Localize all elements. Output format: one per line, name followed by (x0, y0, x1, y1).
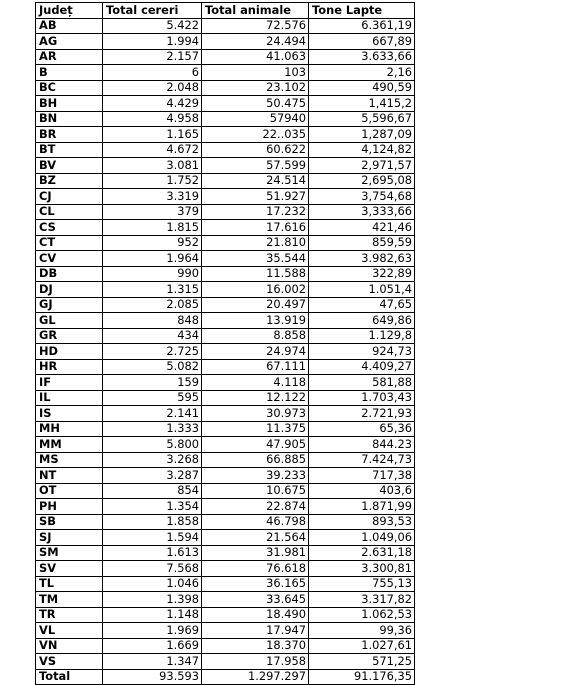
cell-total-animale: 24.494 (202, 34, 309, 50)
cell-tone-lapte: 322,89 (309, 266, 415, 282)
table-row (36, 173, 415, 189)
cell-tone-lapte: 1.049,06 (309, 530, 415, 546)
table-row (36, 266, 415, 282)
cell-total-animale: 13.919 (202, 313, 309, 329)
cell-tone-lapte: 2,971,57 (309, 158, 415, 174)
cell-total-animale: 1.297.297 (202, 669, 309, 685)
cell-total-animale: 21.564 (202, 530, 309, 546)
cell-total-cereri: 1.964 (103, 251, 202, 267)
cell-total-cereri: 6 (103, 65, 202, 81)
cell-tone-lapte: 1,415,2 (309, 96, 415, 112)
table-row (36, 375, 415, 391)
table-row (36, 638, 415, 654)
cell-total-cereri: 1.333 (103, 421, 202, 437)
cell-tone-lapte: 859,59 (309, 235, 415, 251)
table-row (36, 390, 415, 406)
cell-total-cereri: 2.085 (103, 297, 202, 313)
cell-judet: MH (36, 421, 103, 437)
cell-total-cereri: 1.669 (103, 638, 202, 654)
cell-tone-lapte: 1.703,43 (309, 390, 415, 406)
cell-total-animale: 33.645 (202, 592, 309, 608)
cell-judet: AB (36, 18, 103, 34)
cell-tone-lapte: 1.871,99 (309, 499, 415, 515)
cell-judet: BN (36, 111, 103, 127)
cell-judet: IS (36, 406, 103, 422)
cell-judet: CJ (36, 189, 103, 205)
cell-tone-lapte: 91.176,35 (309, 669, 415, 685)
table-row (36, 607, 415, 623)
cell-judet: NT (36, 468, 103, 484)
cell-total-animale: 18.490 (202, 607, 309, 623)
table-row (36, 96, 415, 112)
cell-judet: DB (36, 266, 103, 282)
cell-judet: OT (36, 483, 103, 499)
cell-total-animale: 72.576 (202, 18, 309, 34)
cell-tone-lapte: 5,596,67 (309, 111, 415, 127)
cell-tone-lapte: 581,88 (309, 375, 415, 391)
table-row (36, 158, 415, 174)
cell-judet: BC (36, 80, 103, 96)
cell-total-animale: 11.375 (202, 421, 309, 437)
table-row (36, 344, 415, 360)
table-row (36, 127, 415, 143)
cell-tone-lapte: 65,36 (309, 421, 415, 437)
cell-total-cereri: 1.148 (103, 607, 202, 623)
table-row (36, 359, 415, 375)
cell-total-animale: 23.102 (202, 80, 309, 96)
cell-total-animale: 17.958 (202, 654, 309, 670)
cell-total-animale: 17.232 (202, 204, 309, 220)
cell-total-animale: 16.002 (202, 282, 309, 298)
cell-tone-lapte: 4.409,27 (309, 359, 415, 375)
cell-total-animale: 50.475 (202, 96, 309, 112)
cell-total-animale: 103 (202, 65, 309, 81)
cell-tone-lapte: 1.027,61 (309, 638, 415, 654)
cell-judet: BT (36, 142, 103, 158)
cell-total-animale: 39.233 (202, 468, 309, 484)
cell-tone-lapte: 3.300,81 (309, 561, 415, 577)
cell-judet: BH (36, 96, 103, 112)
cell-total-animale: 76.618 (202, 561, 309, 577)
cell-judet: TR (36, 607, 103, 623)
cell-total-animale: 8.858 (202, 328, 309, 344)
cell-tone-lapte: 1,287,09 (309, 127, 415, 143)
cell-tone-lapte: 2,695,08 (309, 173, 415, 189)
cell-total-cereri: 1.815 (103, 220, 202, 236)
cell-total-cereri: 1.752 (103, 173, 202, 189)
cell-tone-lapte: 1.129,8 (309, 328, 415, 344)
table-row (36, 654, 415, 670)
cell-judet: MM (36, 437, 103, 453)
cell-total-cereri: 3.287 (103, 468, 202, 484)
cell-judet: SJ (36, 530, 103, 546)
total-row (36, 669, 415, 685)
cell-total-cereri: 379 (103, 204, 202, 220)
cell-total-cereri: 1.165 (103, 127, 202, 143)
table-row (36, 204, 415, 220)
cell-total-animale: 47.905 (202, 437, 309, 453)
cell-total-animale: 24.514 (202, 173, 309, 189)
table-row (36, 545, 415, 561)
cell-total-cereri: 1.594 (103, 530, 202, 546)
cell-tone-lapte: 4,124,82 (309, 142, 415, 158)
cell-total-cereri: 3.268 (103, 452, 202, 468)
table-row (36, 313, 415, 329)
cell-tone-lapte: 3.633,66 (309, 49, 415, 65)
cell-judet: BZ (36, 173, 103, 189)
table-row (36, 297, 415, 313)
cell-judet: B (36, 65, 103, 81)
cell-total-animale: 57.599 (202, 158, 309, 174)
cell-total-cereri: 1.613 (103, 545, 202, 561)
cell-total-cereri: 7.568 (103, 561, 202, 577)
table-row (36, 468, 415, 484)
cell-judet: AR (36, 49, 103, 65)
cell-total-cereri: 1.315 (103, 282, 202, 298)
cell-total-cereri: 2.048 (103, 80, 202, 96)
table-row (36, 49, 415, 65)
cell-judet: CS (36, 220, 103, 236)
table-row (36, 437, 415, 453)
cell-total-animale: 24.974 (202, 344, 309, 360)
cell-tone-lapte: 490,59 (309, 80, 415, 96)
table-row (36, 65, 415, 81)
cell-judet: BV (36, 158, 103, 174)
cell-total-cereri: 2.141 (103, 406, 202, 422)
cell-judet: TL (36, 576, 103, 592)
table-row (36, 34, 415, 50)
cell-total-animale: 11.588 (202, 266, 309, 282)
cell-total-cereri: 990 (103, 266, 202, 282)
cell-total-animale: 17.947 (202, 623, 309, 639)
cell-total-cereri: 854 (103, 483, 202, 499)
table-row (36, 235, 415, 251)
cell-judet: DJ (36, 282, 103, 298)
cell-total-animale: 4.118 (202, 375, 309, 391)
cell-tone-lapte: 2.631,18 (309, 545, 415, 561)
cell-total-animale: 22..035 (202, 127, 309, 143)
cell-tone-lapte: 1.051,4 (309, 282, 415, 298)
cell-judet: IF (36, 375, 103, 391)
cell-total-animale: 18.370 (202, 638, 309, 654)
cell-judet: TM (36, 592, 103, 608)
cell-total-cereri: 1.046 (103, 576, 202, 592)
cell-total-cereri: 1.354 (103, 499, 202, 515)
cell-judet: HD (36, 344, 103, 360)
cell-tone-lapte: 571,25 (309, 654, 415, 670)
cell-total-cereri: 3.081 (103, 158, 202, 174)
cell-judet: MS (36, 452, 103, 468)
cell-total-cereri: 1.858 (103, 514, 202, 530)
table-row (36, 483, 415, 499)
cell-total-animale: 12.122 (202, 390, 309, 406)
cell-judet: CT (36, 235, 103, 251)
header-judet: Județ (36, 3, 103, 19)
cell-judet: PH (36, 499, 103, 515)
cell-total-animale: 17.616 (202, 220, 309, 236)
cell-total-cereri: 1.969 (103, 623, 202, 639)
cell-tone-lapte: 667,89 (309, 34, 415, 50)
cell-tone-lapte: 3,754,68 (309, 189, 415, 205)
table-row (36, 452, 415, 468)
table-body (36, 18, 415, 685)
cell-judet: AG (36, 34, 103, 50)
cell-total-cereri: 952 (103, 235, 202, 251)
header-row (36, 3, 415, 19)
cell-judet: BR (36, 127, 103, 143)
cell-total-cereri: 2.725 (103, 344, 202, 360)
table-row (36, 421, 415, 437)
cell-total-animale: 10.675 (202, 483, 309, 499)
cell-total-cereri: 848 (103, 313, 202, 329)
data-table (35, 2, 415, 685)
cell-total-animale: 57940 (202, 111, 309, 127)
cell-judet: HR (36, 359, 103, 375)
table-row (36, 189, 415, 205)
table-row (36, 592, 415, 608)
cell-total-animale: 60.622 (202, 142, 309, 158)
table-row (36, 80, 415, 96)
table-row (36, 406, 415, 422)
table-row (36, 111, 415, 127)
cell-tone-lapte: 3.317,82 (309, 592, 415, 608)
table-row (36, 514, 415, 530)
cell-total-cereri: 595 (103, 390, 202, 406)
cell-judet: GL (36, 313, 103, 329)
cell-tone-lapte: 2,16 (309, 65, 415, 81)
cell-total-cereri: 4.958 (103, 111, 202, 127)
table-row (36, 576, 415, 592)
table-row (36, 251, 415, 267)
cell-total-animale: 67.111 (202, 359, 309, 375)
table-row (36, 530, 415, 546)
cell-total-cereri: 3.319 (103, 189, 202, 205)
cell-total-animale: 41.063 (202, 49, 309, 65)
cell-judet: CV (36, 251, 103, 267)
header-total-cereri: Total cereri (103, 3, 202, 19)
cell-total-animale: 46.798 (202, 514, 309, 530)
cell-judet: GJ (36, 297, 103, 313)
cell-tone-lapte: 421,46 (309, 220, 415, 236)
cell-total-cereri: 159 (103, 375, 202, 391)
cell-tone-lapte: 3.982,63 (309, 251, 415, 267)
cell-total-animale: 30.973 (202, 406, 309, 422)
cell-total-cereri: 2.157 (103, 49, 202, 65)
table-row (36, 623, 415, 639)
cell-total-animale: 51.927 (202, 189, 309, 205)
cell-tone-lapte: 755,13 (309, 576, 415, 592)
cell-judet: Total (36, 669, 103, 685)
cell-total-cereri: 4.672 (103, 142, 202, 158)
cell-total-cereri: 93.593 (103, 669, 202, 685)
table-row (36, 220, 415, 236)
cell-total-animale: 66.885 (202, 452, 309, 468)
cell-tone-lapte: 6.361,19 (309, 18, 415, 34)
header-tone-lapte: Tone Lapte (309, 3, 415, 19)
cell-tone-lapte: 403,6 (309, 483, 415, 499)
cell-total-cereri: 5.800 (103, 437, 202, 453)
cell-judet: SV (36, 561, 103, 577)
cell-judet: CL (36, 204, 103, 220)
cell-tone-lapte: 1.062,53 (309, 607, 415, 623)
cell-judet: IL (36, 390, 103, 406)
cell-total-cereri: 434 (103, 328, 202, 344)
cell-total-animale: 31.981 (202, 545, 309, 561)
cell-tone-lapte: 649,86 (309, 313, 415, 329)
cell-tone-lapte: 717,38 (309, 468, 415, 484)
table-row (36, 561, 415, 577)
cell-judet: GR (36, 328, 103, 344)
cell-tone-lapte: 893,53 (309, 514, 415, 530)
cell-tone-lapte: 844.23 (309, 437, 415, 453)
cell-total-animale: 36.165 (202, 576, 309, 592)
cell-tone-lapte: 47,65 (309, 297, 415, 313)
cell-tone-lapte: 7.424,73 (309, 452, 415, 468)
cell-judet: SB (36, 514, 103, 530)
cell-total-cereri: 1.347 (103, 654, 202, 670)
cell-judet: SM (36, 545, 103, 561)
cell-total-animale: 35.544 (202, 251, 309, 267)
cell-total-cereri: 1.994 (103, 34, 202, 50)
cell-total-animale: 21.810 (202, 235, 309, 251)
cell-tone-lapte: 3,333,66 (309, 204, 415, 220)
cell-tone-lapte: 99,36 (309, 623, 415, 639)
cell-total-animale: 20.497 (202, 297, 309, 313)
cell-total-cereri: 4.429 (103, 96, 202, 112)
table-row (36, 18, 415, 34)
header-total-animale: Total animale (202, 3, 309, 19)
cell-judet: VS (36, 654, 103, 670)
table-row (36, 142, 415, 158)
cell-tone-lapte: 924,73 (309, 344, 415, 360)
cell-judet: VL (36, 623, 103, 639)
cell-total-cereri: 5.082 (103, 359, 202, 375)
table-row (36, 282, 415, 298)
table-row (36, 328, 415, 344)
cell-total-animale: 22.874 (202, 499, 309, 515)
cell-tone-lapte: 2.721,93 (309, 406, 415, 422)
cell-judet: VN (36, 638, 103, 654)
table-row (36, 499, 415, 515)
cell-total-cereri: 1.398 (103, 592, 202, 608)
cell-total-cereri: 5.422 (103, 18, 202, 34)
